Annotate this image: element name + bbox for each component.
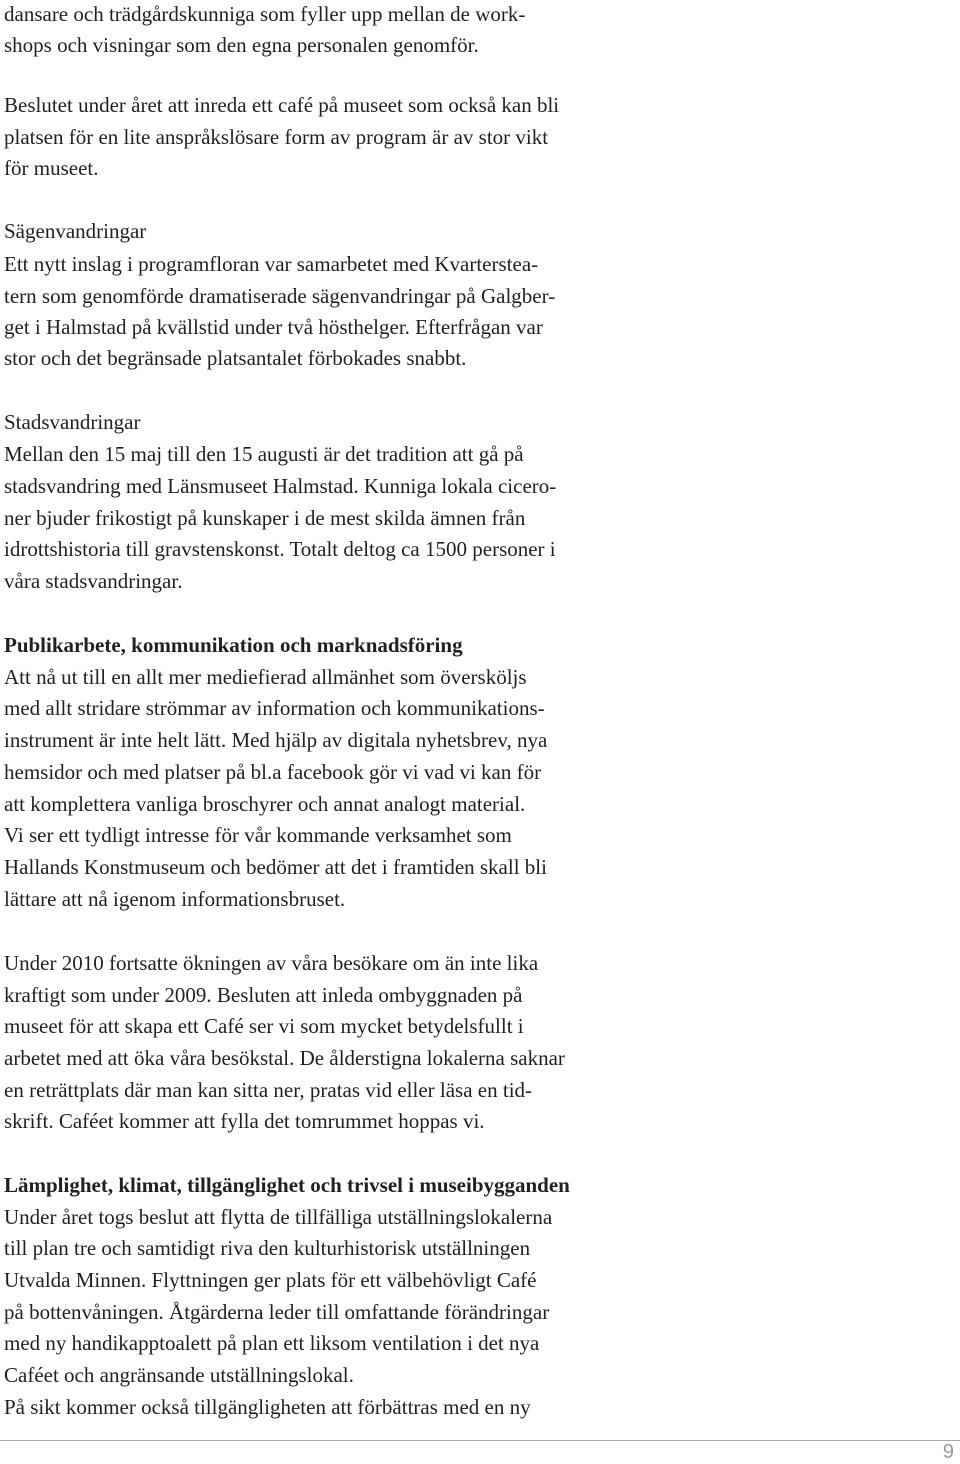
text-line: instrument är inte helt lätt. Med hjälp av digitala nyhetsbrev, nya: [4, 728, 548, 752]
text-line: stadsvandring med Länsmuseet Halmstad. Kunniga lokala cicero-: [4, 474, 557, 498]
text-line: Utvalda Minnen. Flyttningen ger plats för ett välbehövligt Café: [4, 1268, 537, 1292]
text-line: Under året togs beslut att flytta de tillfälliga utställningslokalerna: [4, 1205, 553, 1229]
text-line: dansare och trädgårdskunniga som fyller upp mellan de work-: [4, 2, 526, 26]
text-line: Ett nytt inslag i programfloran var samarbetet med Kvartersteа-: [4, 252, 539, 276]
text-line: med ny handikapptoalett på plan ett liksom ventilation i det nya: [4, 1331, 540, 1355]
text-line: platsen för en lite anspråkslösare form av program är av stor vikt: [4, 125, 549, 149]
text-line: en reträttplats där man kan sitta ner, pratas vid eller läsa en tid-: [4, 1078, 533, 1102]
section-subheading: Sägenvandringar: [4, 219, 147, 243]
text-line: Caféet och angränsande utställningslokal.: [4, 1363, 354, 1387]
text-line: med allt stridare strömmar av information och kommunikations-: [4, 696, 545, 720]
text-line: Hallands Konstmuseum och bedömer att det i framtiden skall bli: [4, 855, 547, 879]
footer-divider: [0, 1440, 960, 1441]
text-line: På sikt kommer också tillgängligheten att förbättras med en ny: [4, 1395, 531, 1419]
text-line: stor och det begränsade platsantalet förbokades snabbt.: [4, 346, 467, 370]
text-line: skrift. Caféet kommer att fylla det tomrummet hoppas vi.: [4, 1109, 485, 1133]
section-heading: Lämplighet, klimat, tillgänglighet och trivsel i museibygganden: [4, 1173, 570, 1197]
page-number: 9: [942, 1441, 954, 1463]
text-line: Mellan den 15 maj till den 15 augusti är det tradition att gå på: [4, 442, 524, 466]
text-line: ner bjuder frikostigt på kunskaper i de mest skilda ämnen från: [4, 506, 526, 530]
text-line: idrottshistoria till gravstenskonst. Totalt deltog ca 1500 personer i: [4, 537, 556, 561]
text-line: Att nå ut till en allt mer mediefierad allmänhet som översköljs: [4, 665, 527, 689]
section-heading: Publikarbete, kommunikation och marknadsföring: [4, 633, 463, 657]
section-subheading: Stadsvandringar: [4, 410, 141, 434]
text-line: våra stadsvandringar.: [4, 569, 183, 593]
text-line: hemsidor och med platser på bl.a facebook gör vi vad vi kan för: [4, 760, 542, 784]
text-line: shops och visningar som den egna personalen genomför.: [4, 33, 479, 57]
text-line: kraftigt som under 2009. Besluten att inleda ombyggnaden på: [4, 983, 523, 1007]
text-line: get i Halmstad på kvällstid under två hösthelger. Efterfrågan var: [4, 315, 543, 339]
text-line: Vi ser ett tydligt intresse för vår kommande verksamhet som: [4, 823, 512, 847]
text-line: att komplettera vanliga broschyrer och annat analogt material.: [4, 792, 526, 816]
text-line: till plan tre och samtidigt riva den kulturhistorisk utställningen: [4, 1236, 531, 1260]
text-line: Under 2010 fortsatte ökningen av våra besökare om än inte lika: [4, 951, 539, 975]
text-line: på bottenvåningen. Åtgärderna leder till omfattande förändringar: [4, 1300, 550, 1324]
text-line: Beslutet under året att inreda ett café på museet som också kan bli: [4, 93, 560, 117]
text-line: museet för att skapa ett Café ser vi som mycket betydelsfullt i: [4, 1014, 524, 1038]
text-line: arbetet med att öka våra besökstal. De ålderstigna lokalerna saknar: [4, 1046, 565, 1070]
text-line: för museet.: [4, 156, 99, 180]
text-line: tern som genomförde dramatiserade sägenvandringar på Galgber-: [4, 284, 556, 308]
text-line: lättare att nå igenom informationsbruset.: [4, 887, 346, 911]
